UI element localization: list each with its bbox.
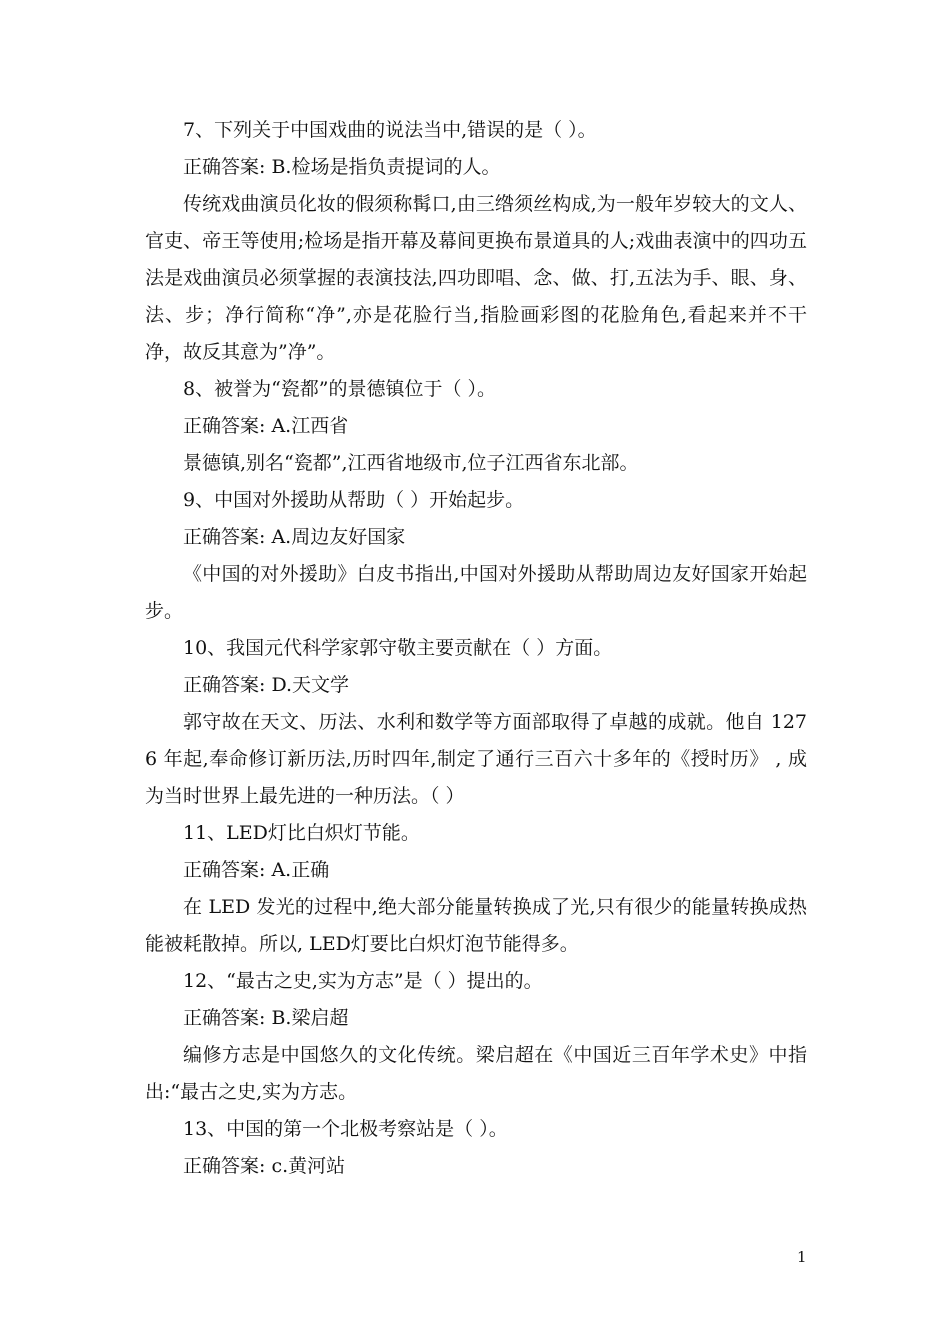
answer-13: 正确答案: c.黄河站 bbox=[183, 1155, 346, 1177]
explanation-12: 编修方志是中国悠久的文化传统。梁启超在《中国近三百年学术史》中指出:“最古之史,实为方志。 bbox=[145, 1044, 807, 1103]
question-8: 8、被誉为“瓷都”的景德镇位于（ ）。 bbox=[183, 378, 497, 400]
question-12: 12、“最古之史,实为方志”是（ ）提出的。 bbox=[183, 970, 543, 992]
answer-12: 正确答案: B.梁启超 bbox=[183, 1007, 349, 1029]
explanation-11: 在 LED 发光的过程中,绝大部分能量转换成了光,只有很少的能量转换成热能被耗散掉。所以, LED灯要比白炽灯泡节能得多。 bbox=[145, 896, 807, 955]
answer-7: 正确答案: B.检场是指负责提词的人。 bbox=[183, 156, 501, 178]
explanation-10: 郭守故在天文、历法、水利和数学等方面部取得了卓越的成就。他自 1276 年起,奉命修订新历法,历时四年,制定了通行三百六十多年的《授时历》 , 成为当时世界上最先进的一种历法。（ ） bbox=[145, 711, 807, 807]
answer-9: 正确答案: A.周边友好国家 bbox=[183, 526, 406, 548]
answer-11: 正确答案: A.正确 bbox=[183, 859, 330, 881]
question-13: 13、中国的第一个北极考察站是（ ）。 bbox=[183, 1118, 508, 1140]
question-11: 11、LED灯比白炽灯节能。 bbox=[183, 822, 420, 844]
explanation-9: 《中国的对外援助》白皮书指出,中国对外援助从帮助周边友好国家开始起步。 bbox=[145, 563, 807, 622]
question-7: 7、下列关于中国戏曲的说法当中,错误的是（ ）。 bbox=[183, 119, 597, 141]
document-body bbox=[145, 112, 807, 1185]
answer-8: 正确答案: A.江西省 bbox=[183, 415, 349, 437]
explanation-8: 景德镇,别名“瓷都”,江西省地级市,位子江西省东北部。 bbox=[183, 452, 639, 474]
question-9: 9、中国对外援助从帮助（ ）开始起步。 bbox=[183, 489, 525, 511]
page-number: 1 bbox=[797, 1248, 807, 1266]
explanation-7: 传统戏曲演员化妆的假须称髯口,由三绺须丝构成,为一般年岁较大的文人、官吏、帝王等使用;检场是指开幕及幕间更换布景道具的人;戏曲表演中的四功五法是戏曲演员必须掌握的表演技法,四功即唱、念、做、打,五法为手、眼、身、法、步；净行简称“净”,亦是花脸行当,指脸画彩图的花脸角色,看起来并不干净，故反其意为”净”。 bbox=[145, 193, 807, 363]
answer-10: 正确答案: D.天文学 bbox=[183, 674, 350, 696]
question-10: 10、我国元代科学家郭守敬主要贡献在（ ）方面。 bbox=[183, 637, 613, 659]
